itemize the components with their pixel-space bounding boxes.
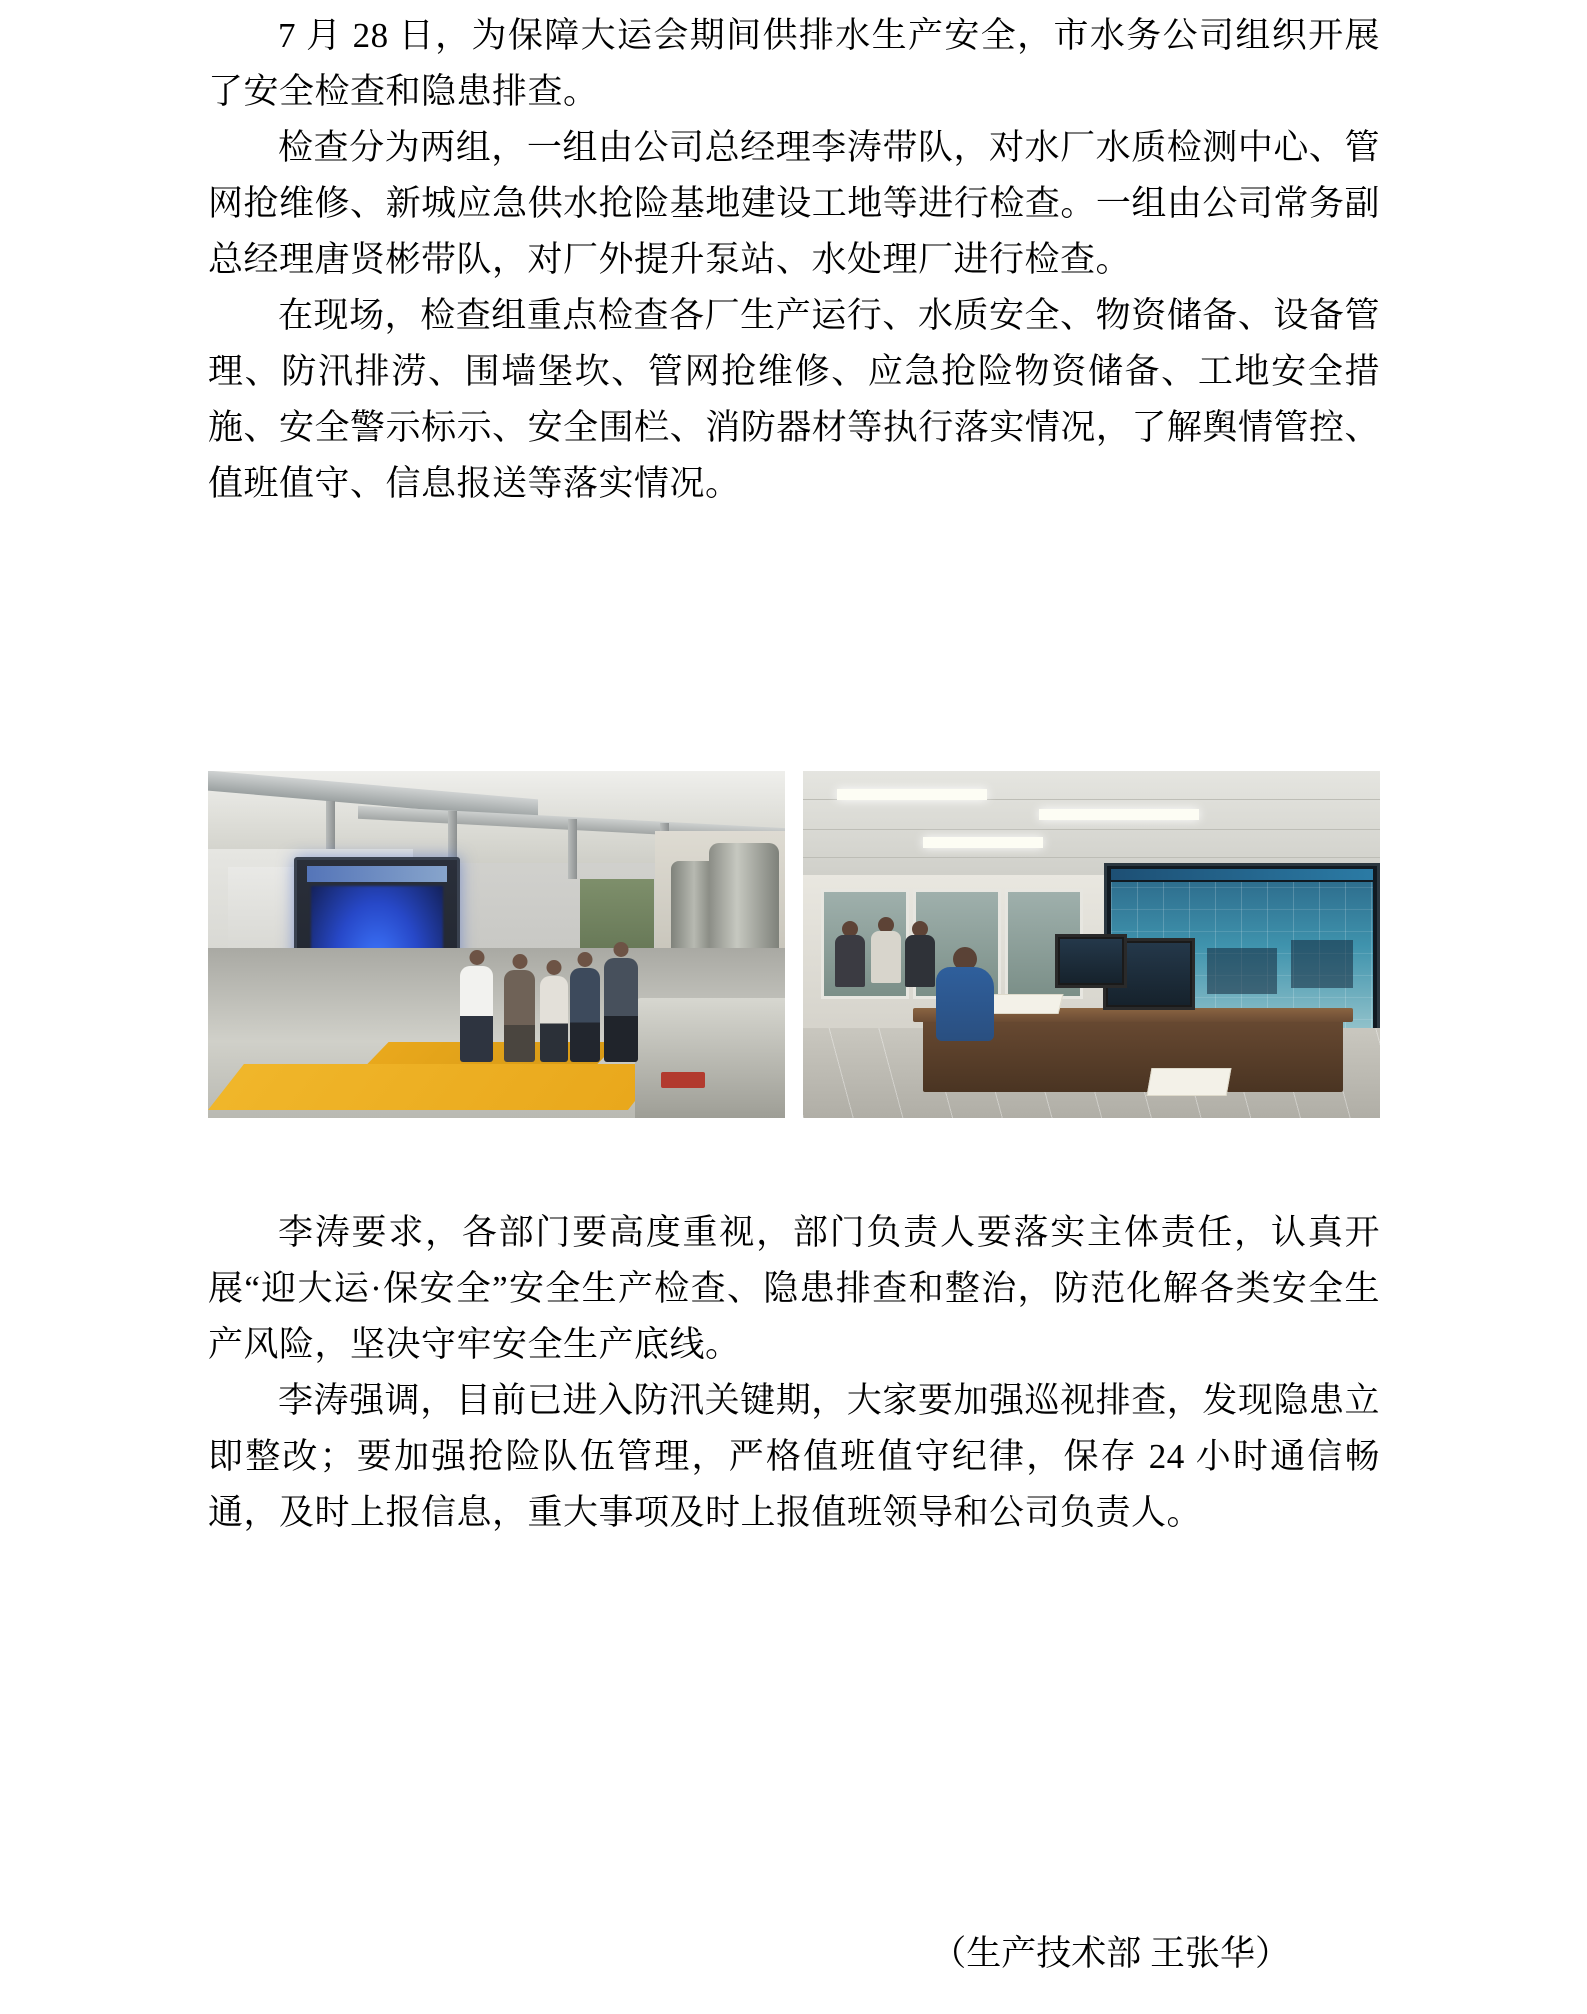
paragraph-2: 检查分为两组，一组由公司总经理李涛带队，对水厂水质检测中心、管网抢维修、新城应急供水抢险基地建设工地等进行检查。一组由公司常务副总经理唐贤彬带队，对厂外提升泵站、水处理厂进行检查。 [208,128,1380,279]
photo2-person-seated [935,947,995,1057]
photo1-person [570,968,600,1062]
photo2-ceiling-line [803,857,1380,858]
photo1-person-head [614,942,629,957]
photo2-ceiling-line [803,829,1380,830]
photo2-video-wall-block [1291,940,1353,988]
photo1-pipe [448,811,457,863]
photo2-person [869,917,903,989]
photo1-person-head [547,960,562,975]
inspection-photo-water-quality-lab [208,771,785,1118]
inspection-photo-control-room [803,771,1380,1118]
photo2-ceiling-light [837,789,987,800]
photo2-monitor [1055,934,1127,988]
photo1-person [604,958,638,1062]
paragraph-4: 李涛要求，各部门要高度重视，部门负责人要落实主体责任，认真开展“迎大运·保安全”安全生产检查、隐患排查和整治，防范化解各类安全生产风险，坚决守牢安全生产底线。 [208,1213,1380,1364]
signature-line: （生产技术部 王张华） [931,1934,1290,1973]
photo1-red-panel [661,1072,705,1088]
paragraph-5: 李涛强调，目前已进入防汛关键期，大家要加强巡视排查，发现隐患立即整改；要加强抢险队伍管理，严格值班值守纪律，保存 24 小时通信畅通，及时上报信息，重大事项及时上报值班领导和公司负责人。 [208,1381,1380,1532]
photo2-monitor-screen [1060,939,1122,983]
photo2-video-wall-block [1207,948,1277,994]
photo2-documents [1147,1068,1232,1096]
photo2-person-body [905,935,935,987]
photo1-pipe [568,819,577,879]
photo1-equipment-label [307,866,447,882]
photo1-person [460,966,493,1062]
photo2-person-body [936,967,994,1041]
paragraph-3: 在现场，检查组重点检查各厂生产运行、水质安全、物资储备、设备管理、防汛排涝、围墙堡坎、管网抢维修、应急抢险物资储备、工地安全措施、安全警示标示、安全围栏、消防器材等执行落实情况，了解舆情管控、值班值守、信息报送等落实情况。 [208,296,1380,503]
paragraph-1: 7 月 28 日，为保障大运会期间供排水生产安全，市水务公司组织开展了安全检查和隐患排查。 [208,16,1380,111]
photo1-person-head [469,950,484,965]
photo2-person [903,921,937,991]
photo2-person-body [871,931,901,983]
photo2-person-body [835,935,865,987]
photo1-person-head [512,954,527,969]
photo1-person [504,970,535,1062]
document-body-lower [208,1205,1380,1541]
photo2-person [833,921,867,991]
photo1-yellow-floor-marking [208,1064,664,1110]
photo1-person-head [578,952,593,967]
photo1-person [540,976,568,1062]
figure-row [208,771,1380,1118]
photo2-ceiling-light [1039,809,1199,820]
photo1-machine-foreground [635,998,785,1118]
photo2-ceiling-light [923,837,1043,848]
photo2-video-wall-header [1111,869,1373,880]
document-body [208,8,1380,512]
